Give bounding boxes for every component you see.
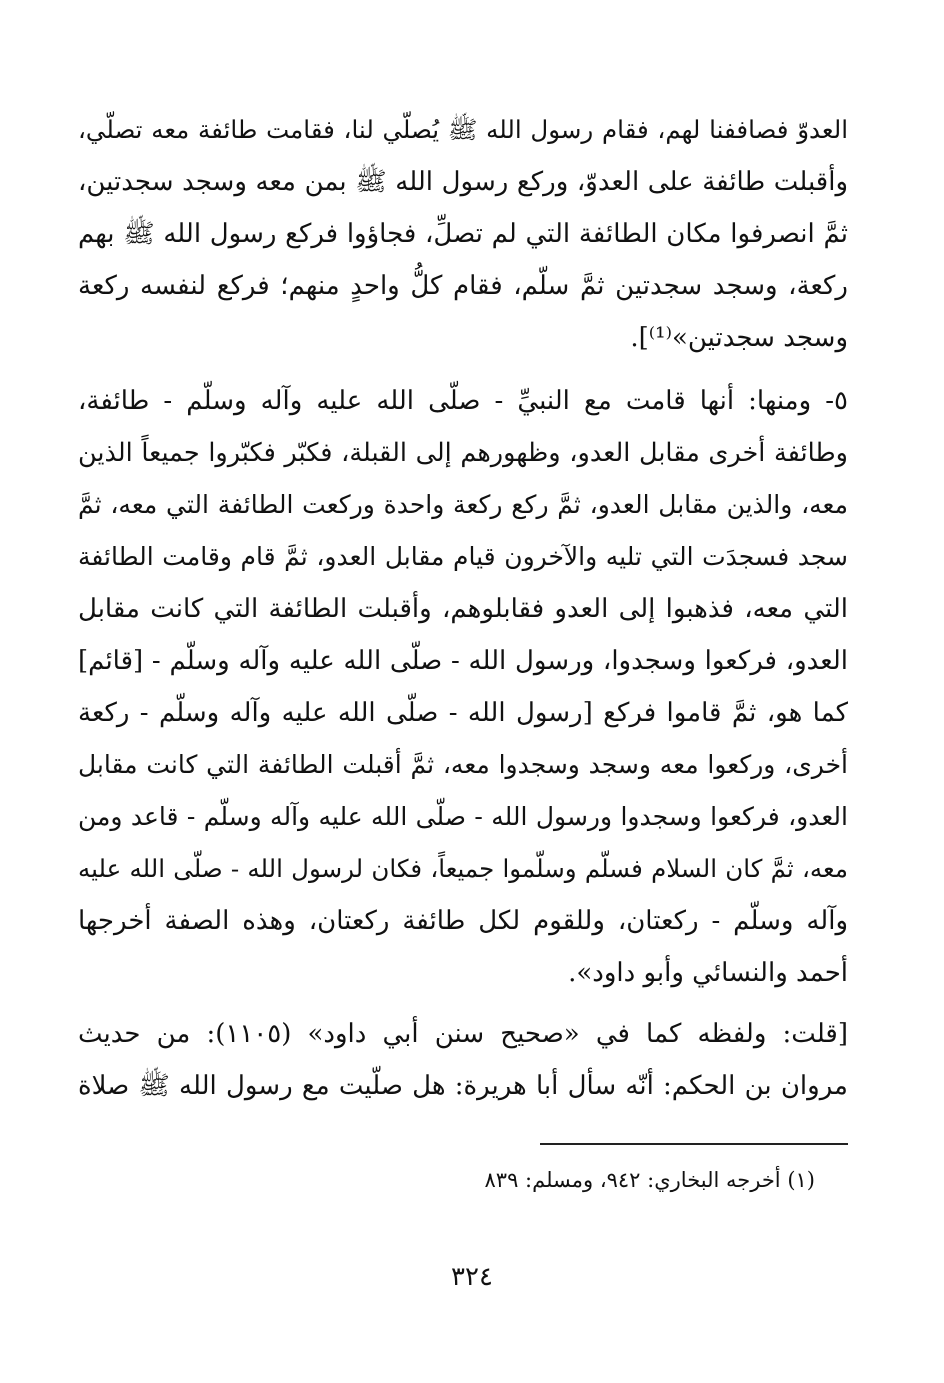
text-line: وآله وسلّم - ركعتان، وللقوم لكل طائفة ركعتان، وهذه الصفة أخرجها — [78, 906, 848, 936]
text-line: سجد فسجدَت التي تليه والآخرون قيام مقابل العدو، ثمَّ قام وقامت الطائفة — [78, 542, 848, 571]
page-number: ٣٢٤ — [451, 1262, 493, 1292]
text-line: العدو، فركعوا وسجدوا ورسول الله - صلّى الله عليه وآله وسلّم - قاعد ومن — [78, 802, 848, 831]
text-line: معه، والذين مقابل العدو، ثمَّ ركع ركعة واحدة وركعت الطائفة التي معه، ثمَّ — [78, 490, 848, 519]
text-line: التي معه، فذهبوا إلى العدو فقابلوهم، وأقبلت الطائفة التي كانت مقابل — [78, 594, 848, 624]
footnote: (١) أخرجه البخاري: ٩٤٢، ومسلم: ٨٣٩ — [484, 1168, 815, 1192]
text-line: وسجد سجدتين»⁽¹⁾]. — [630, 323, 848, 353]
paragraph-hadith-continuation — [78, 104, 848, 364]
text-line: كما هو، ثمَّ قاموا فركع [رسول الله - صلّى الله عليه وآله وسلّم - ركعة — [78, 698, 848, 728]
text-line: معه، ثمَّ كان السلام فسلّم وسلّموا جميعاً، فكان لرسول الله - صلّى الله عليه — [78, 854, 848, 883]
text-line: أحمد والنسائي وأبو داود». — [568, 958, 848, 988]
text-line: العدوّ فصاففنا لهم، فقام رسول الله ﷺ يُصلّي لنا، فقامت طائفة معه تصلّي، — [78, 115, 848, 144]
text-line: مروان بن الحكم: أنّه سأل أبا هريرة: هل صلّيت مع رسول الله ﷺ صلاة — [78, 1071, 848, 1101]
text-line: وطائفة أخرى مقابل العدو، وظهورهم إلى القبلة، فكبّر فكبّروا جميعاً الذين — [78, 438, 848, 468]
text-line: العدو، فركعوا وسجدوا، ورسول الله - صلّى الله عليه وآله وسلّم - [قائم] — [78, 646, 848, 676]
text-line: وأقبلت طائفة على العدوّ، وركع رسول الله ﷺ بمن معه وسجد سجدتين، — [78, 167, 848, 197]
text-line: ركعة، وسجد سجدتين ثمَّ سلّم، فقام كلُّ واحدٍ منهم؛ فركع لنفسه ركعة — [78, 271, 848, 301]
text-line: [قلت: ولفظه كما في «صحيح سنن أبي داود» (١١٠٥): من حديث — [78, 1019, 848, 1049]
paragraph-fifth-form — [78, 375, 848, 999]
text-line: ثمَّ انصرفوا مكان الطائفة التي لم تصلِّ، فجاؤوا فركع رسول الله ﷺ بهم — [78, 219, 848, 249]
text-line: أخرى، وركعوا معه وسجد وسجدوا معه، ثمَّ أقبلت الطائفة التي كانت مقابل — [78, 750, 848, 779]
footnote-separator — [540, 1143, 848, 1145]
paragraph-editor-note — [78, 1008, 848, 1112]
text-line: ٥- ومنها: أنها قامت مع النبيِّ - صلّى الله عليه وآله وسلّم - طائفة، — [78, 386, 848, 416]
